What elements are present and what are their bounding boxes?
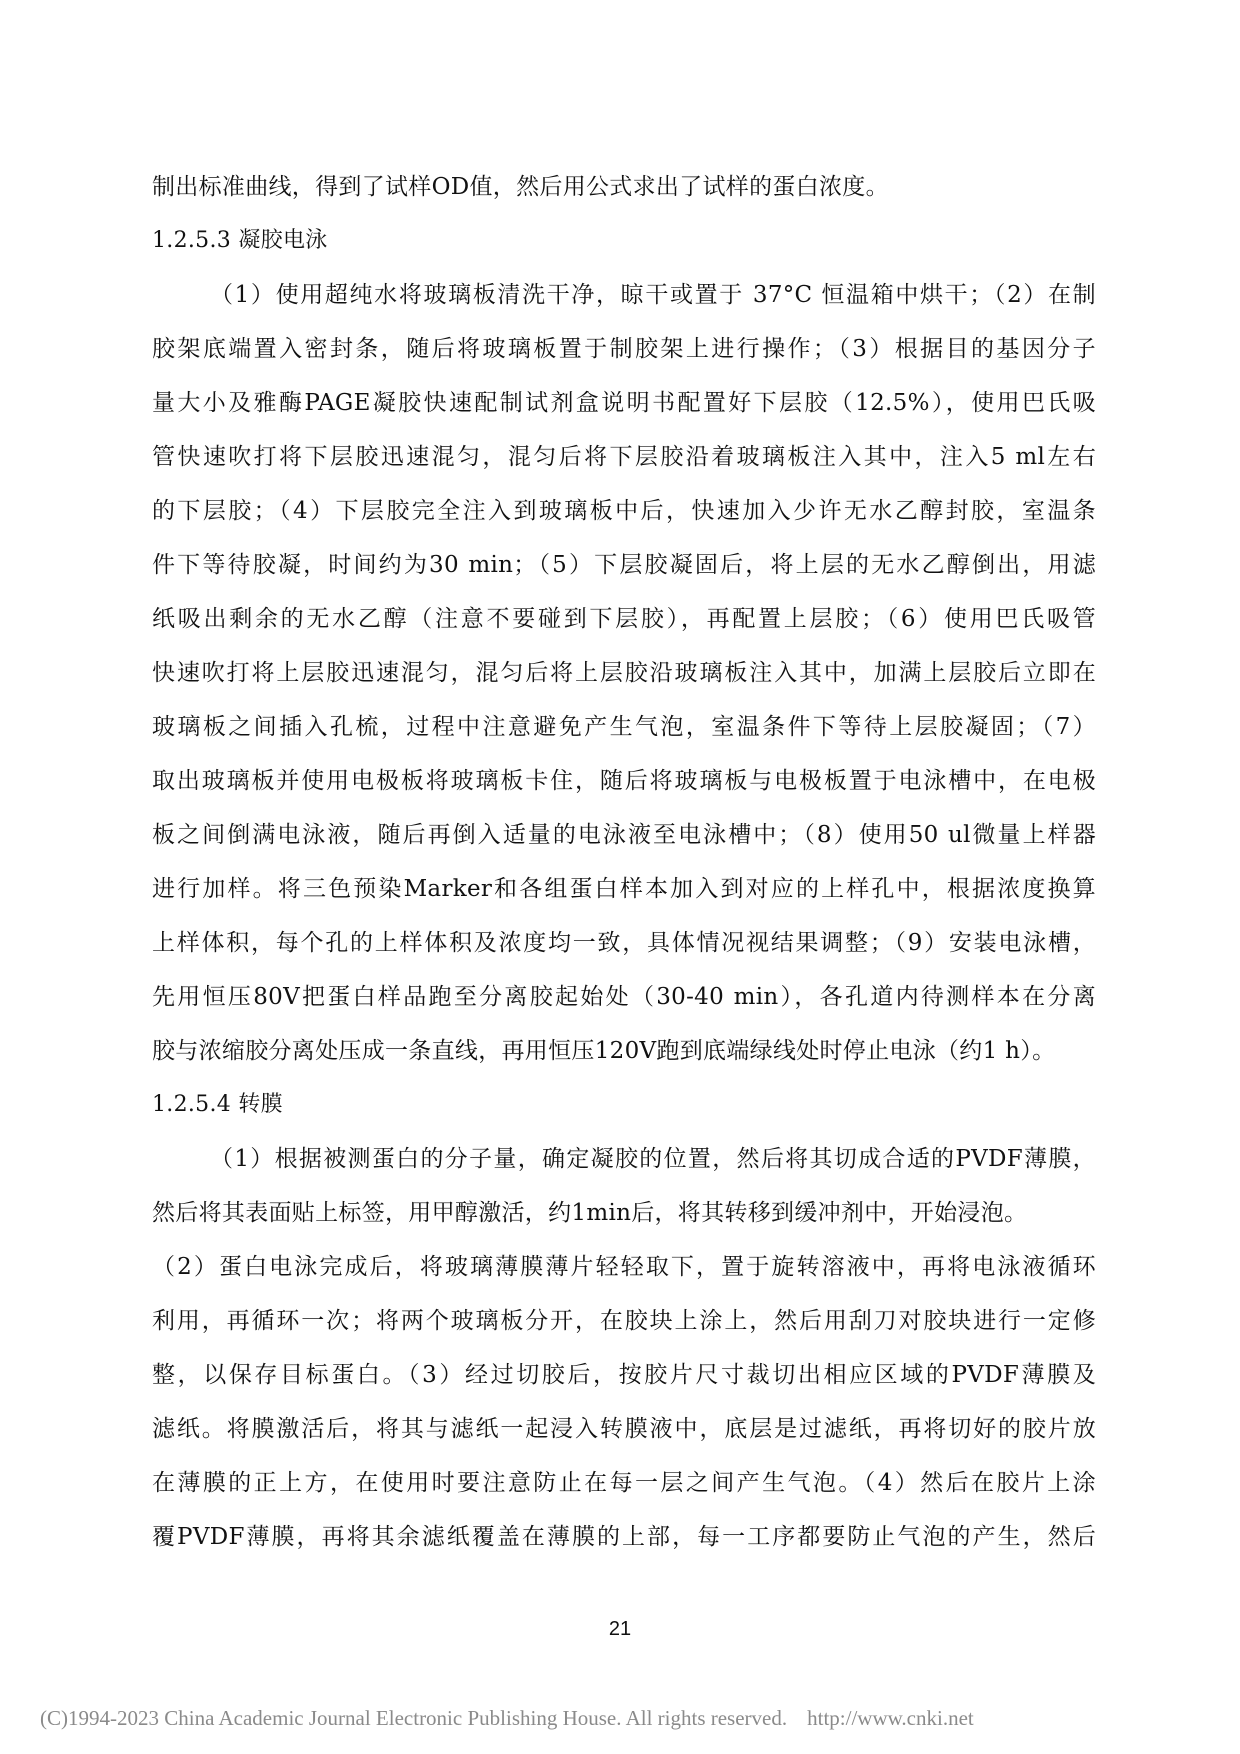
body-line: 整，以保存目标蛋白。（3）经过切胶后，按胶片尺寸裁切出相应区域的PVDF薄膜及: [152, 1362, 1096, 1388]
body-text: [152, 160, 1096, 1564]
section-heading: 1.2.5.4 转膜: [152, 1092, 283, 1117]
body-line: 然后将其表面贴上标签，用甲醇激活，约1min后，将其转移到缓冲剂中，开始浸泡。: [152, 1200, 1028, 1226]
copyright-text: (C)1994-2023 China Academic Journal Electronic Publishing House. All rights reserved.: [40, 1706, 788, 1730]
body-line: 玻璃板之间插入孔梳，过程中注意避免产生气泡，室温条件下等待上层胶凝固；（7）: [152, 714, 1096, 740]
page-number: 21: [608, 1618, 632, 1640]
body-line: 利用，再循环一次；将两个玻璃板分开，在胶块上涂上，然后用刮刀对胶块进行一定修: [152, 1308, 1096, 1334]
body-line: 板之间倒满电泳液，随后再倒入适量的电泳液至电泳槽中；（8）使用50 ul微量上样器: [152, 822, 1096, 848]
body-line: （2）蛋白电泳完成后，将玻璃薄膜薄片轻轻取下，置于旋转溶液中，再将电泳液循环: [152, 1254, 1096, 1280]
body-line: 先用恒压80V把蛋白样品跑至分离胶起始处（30-40 min），各孔道内待测样本在分离: [152, 984, 1096, 1010]
body-line: 的下层胶；（4）下层胶完全注入到玻璃板中后，快速加入少许无水乙醇封胶，室温条: [152, 498, 1096, 524]
body-line: 取出玻璃板并使用电极板将玻璃板卡住，随后将玻璃板与电极板置于电泳槽中，在电极: [152, 768, 1096, 794]
copyright-footer: [40, 1706, 1220, 1731]
body-line: 量大小及雅酶PAGE凝胶快速配制试剂盒说明书配置好下层胶（12.5%），使用巴氏吸: [152, 390, 1096, 416]
body-line: 在薄膜的正上方，在使用时要注意防止在每一层之间产生气泡。（4）然后在胶片上涂: [152, 1470, 1096, 1496]
body-line: 滤纸。将膜激活后，将其与滤纸一起浸入转膜液中，底层是过滤纸，再将切好的胶片放: [152, 1416, 1096, 1442]
body-line: 覆PVDF薄膜，再将其余滤纸覆盖在薄膜的上部，每一工序都要防止气泡的产生，然后: [152, 1524, 1096, 1550]
body-line: 件下等待胶凝，时间约为30 min；（5）下层胶凝固后，将上层的无水乙醇倒出，用滤: [152, 552, 1096, 578]
body-line: （1）使用超纯水将玻璃板清洗干净，晾干或置于 37°C 恒温箱中烘干；（2）在制: [210, 282, 1096, 308]
body-line: 管快速吹打将下层胶迅速混匀，混匀后将下层胶沿着玻璃板注入其中，注入5 ml左右: [152, 444, 1096, 470]
footer-url: http://www.cnki.net: [807, 1706, 974, 1730]
body-line: 上样体积，每个孔的上样体积及浓度均一致，具体情况视结果调整；（9）安装电泳槽，: [152, 930, 1096, 956]
section-heading: 1.2.5.3 凝胶电泳: [152, 228, 328, 253]
body-line: 纸吸出剩余的无水乙醇（注意不要碰到下层胶），再配置上层胶；（6）使用巴氏吸管: [152, 606, 1096, 632]
body-line: 胶与浓缩胶分离处压成一条直线，再用恒压120V跑到底端绿线处时停止电泳（约1 h）。: [152, 1038, 1056, 1064]
body-line: 快速吹打将上层胶迅速混匀，混匀后将上层胶沿玻璃板注入其中，加满上层胶后立即在: [152, 660, 1096, 686]
body-line: 胶架底端置入密封条，随后将玻璃板置于制胶架上进行操作；（3）根据目的基因分子: [152, 336, 1096, 362]
body-line: （1）根据被测蛋白的分子量，确定凝胶的位置，然后将其切成合适的PVDF薄膜，: [210, 1146, 1096, 1172]
body-line: 制出标准曲线，得到了试样OD值，然后用公式求出了试样的蛋白浓度。: [152, 174, 889, 200]
body-line: 进行加样。将三色预染Marker和各组蛋白样本加入到对应的上样孔中，根据浓度换算: [152, 876, 1096, 902]
